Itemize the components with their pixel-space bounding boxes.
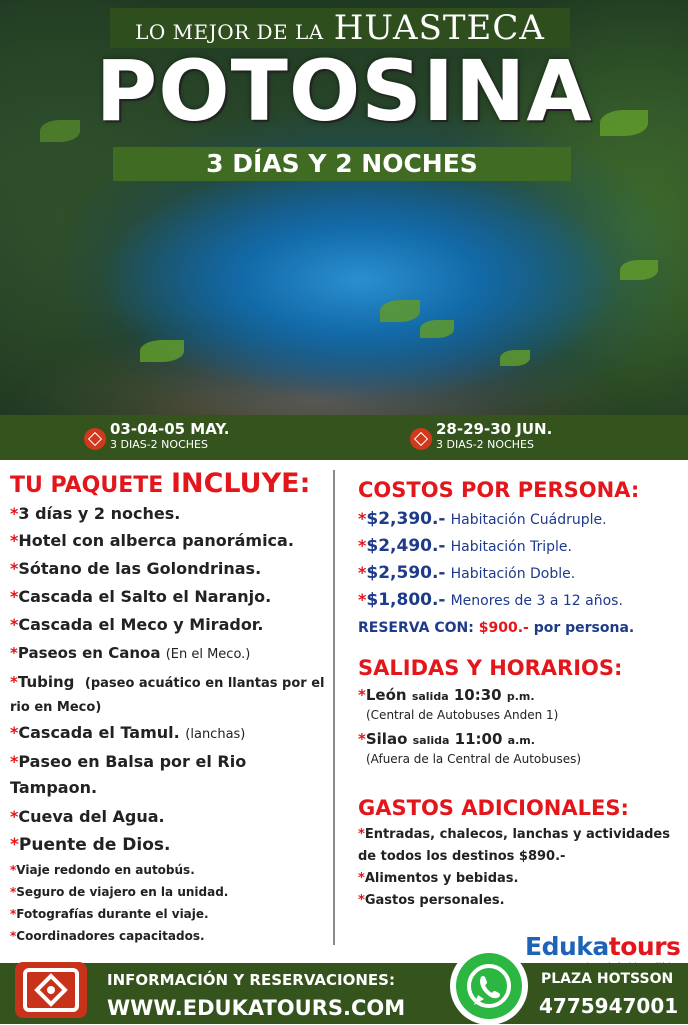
price-row: *$2,590.- Habitación Doble.	[358, 563, 576, 583]
departure-silao-note: (Afuera de la Central de Autobuses)	[366, 752, 582, 766]
title-line-small: LO MEJOR DE LA	[135, 20, 324, 44]
date-2-note: 3 DIAS-2 NOCHES	[436, 438, 534, 451]
extras-heading: GASTOS ADICIONALES:	[358, 796, 629, 820]
date-block-2	[436, 420, 552, 451]
list-item: *Cueva del Agua.	[10, 807, 165, 826]
column-divider	[333, 470, 335, 945]
price-row: *$1,800.- Menores de 3 a 12 años.	[358, 590, 623, 610]
reserve-line: RESERVA CON: $900.- por persona.	[358, 620, 635, 636]
list-item: *Viaje redondo en autobús.	[10, 863, 195, 877]
includes-heading	[10, 468, 328, 499]
dates-bar	[0, 415, 688, 460]
page-title: POTOSINA	[95, 42, 593, 140]
list-item: *Cascada el Salto el Naranjo.	[10, 587, 272, 606]
date-2: 28-29-30 JUN.	[436, 420, 553, 438]
price-list	[358, 506, 683, 614]
footer-bar	[0, 963, 688, 1024]
list-item: *Coordinadores capacitados.	[10, 929, 205, 943]
info-label: INFORMACIÓN Y RESERVACIONES:	[107, 971, 395, 989]
extra-item: *Gastos personales.	[358, 893, 505, 908]
costs-heading: COSTOS POR PERSONA:	[358, 478, 640, 502]
departures-heading: SALIDAS Y HORARIOS:	[358, 656, 623, 680]
list-item: *Fotografías durante el viaje.	[10, 907, 209, 921]
extra-item: *Alimentos y bebidas.	[358, 871, 519, 886]
list-item: *Cascada el Tamul. (lanchas)	[10, 723, 246, 742]
includes-heading-a: TU PAQUETE	[10, 473, 164, 498]
info-section	[358, 478, 683, 912]
leaf-decoration	[380, 300, 420, 322]
leaf-decoration	[620, 260, 658, 280]
title-line-big: HUASTECA	[333, 8, 545, 48]
aztec-emblem-icon	[11, 958, 91, 1022]
hero-photo	[0, 0, 688, 415]
list-item: *Paseo en Balsa por el Rio Tampaon.	[10, 752, 247, 797]
website-link[interactable]: WWW.EDUKATOURS.COM	[107, 996, 406, 1020]
date-1-note: 3 DIAS-2 NOCHES	[110, 438, 208, 451]
list-item: *Hotel con alberca panorámica.	[10, 531, 294, 550]
list-item: *Cascada el Meco y Mirador.	[10, 615, 264, 634]
extras-list	[358, 824, 683, 912]
phone-number[interactable]: 4775947001	[539, 994, 679, 1018]
seal-icon	[84, 428, 106, 450]
price-row: *$2,390.- Habitación Cuádruple.	[358, 509, 607, 529]
date-block-1	[110, 420, 229, 451]
list-item: *Paseos en Canoa (En el Meco.)	[10, 644, 251, 662]
departure-leon: *León salida 10:30 p.m.	[358, 686, 535, 704]
list-item: *Tubing (paseo acuático en llantas por el rio en Meco)	[10, 673, 325, 715]
date-1: 03-04-05 MAY.	[110, 420, 230, 438]
leaf-decoration	[500, 350, 530, 366]
price-row: *$2,490.- Habitación Triple.	[358, 536, 572, 556]
departure-silao: *Silao salida 11:00 a.m.	[358, 730, 535, 748]
list-item: *Puente de Dios.	[10, 835, 171, 855]
list-item: *3 días y 2 noches.	[10, 504, 181, 523]
includes-heading-b: INCLUYE:	[170, 468, 311, 499]
departure-leon-note: (Central de Autobuses Anden 1)	[366, 708, 559, 722]
extra-item: *Entradas, chalecos, lanchas y actividades de todos los destinos $890.-	[358, 827, 670, 864]
list-item: *Sótano de las Golondrinas.	[10, 559, 262, 578]
list-item: *Seguro de viajero en la unidad.	[10, 885, 229, 899]
leaf-decoration	[420, 320, 454, 338]
logo-text: Edukatours	[525, 932, 681, 961]
duration-banner: 3 DÍAS Y 2 NOCHES	[113, 147, 571, 181]
location-label: PLAZA HOTSSON	[541, 971, 674, 987]
includes-section	[10, 468, 328, 947]
seal-icon	[410, 428, 432, 450]
whatsapp-icon[interactable]	[450, 947, 528, 1025]
leaf-decoration	[140, 340, 184, 362]
